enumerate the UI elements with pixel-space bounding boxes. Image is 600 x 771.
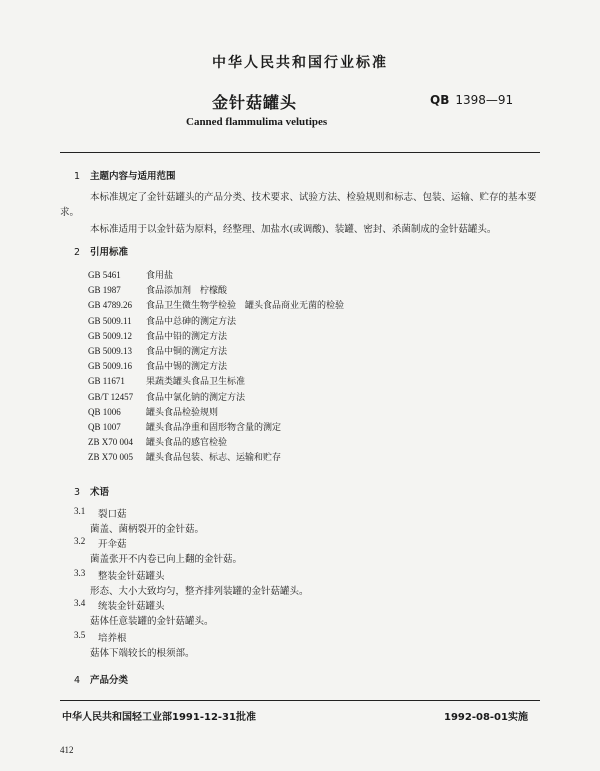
term-name: 裂口菇 (98, 509, 127, 520)
reference-item (88, 298, 528, 313)
footer-divider (60, 700, 540, 701)
reference-item (88, 329, 528, 344)
term-name: 整装金针菇罐头 (98, 571, 165, 582)
section-4-heading (74, 672, 128, 686)
reference-list (88, 268, 528, 465)
reference-item (88, 314, 528, 329)
reference-item (88, 450, 528, 465)
section-1-paragraph-1: 本标准规定了金针菇罐头的产品分类、技术要求、试验方法、检验规则和标志、包装、运输、贮存的基本要求。 (60, 192, 537, 218)
reference-code: QB 1007 (88, 421, 121, 432)
reference-code: GB 5009.16 (88, 361, 133, 372)
section-3-heading (74, 484, 109, 498)
term-number: 3.5 (74, 630, 86, 640)
standard-code (430, 93, 513, 107)
english-title: Canned flammulima velutipes (186, 116, 328, 128)
term-definition: 菇体任意装罐的金针菇罐头。 (90, 616, 214, 627)
reference-item (88, 390, 528, 405)
section-4-title: 产品分类 (90, 675, 129, 686)
reference-code: GB 5009.11 (88, 315, 132, 326)
reference-item (88, 283, 528, 298)
reference-code: GB 4789.26 (88, 300, 133, 311)
reference-name: 罐头食品包装、标志、运输和贮存 (146, 453, 282, 464)
standard-prefix: QB (430, 93, 450, 107)
reference-item (88, 359, 528, 374)
reference-item (88, 344, 528, 359)
term-name: 统装金针菇罐头 (98, 601, 165, 612)
reference-name: 食品中锡的测定方法 (146, 362, 228, 373)
section-1-title: 主题内容与适用范围 (90, 171, 176, 182)
standard-number: 1398—91 (455, 93, 514, 107)
section-3-number: 3 (74, 487, 81, 498)
reference-code: GB 5009.12 (88, 330, 133, 341)
section-2-heading (74, 244, 128, 258)
term-definition: 菌盖张开不内卷已向上翻的金针菇。 (90, 554, 243, 565)
reference-item (88, 268, 528, 283)
reference-code: GB 11671 (88, 376, 125, 387)
term-name: 开伞菇 (98, 539, 127, 550)
reference-name: 罐头食品检验规则 (146, 407, 219, 418)
reference-item (88, 405, 528, 420)
reference-name: 食品添加剂 柠檬酸 (146, 286, 228, 297)
reference-item (88, 420, 528, 435)
section-3-title: 术语 (90, 487, 110, 498)
term-number: 3.1 (74, 506, 86, 516)
section-1-paragraph-2: 本标准适用于以金针菇为原料，经整理、加盐水(或调酸)、装罐、密封、杀菌制成的金针菇罐头。 (90, 224, 497, 235)
reference-item (88, 435, 528, 450)
reference-code: GB/T 12457 (88, 391, 134, 402)
reference-name: 食用盐 (146, 271, 174, 281)
term-definition: 菌盖、菌柄裂开的金针菇。 (90, 524, 205, 535)
reference-name: 果蔬类罐头食品卫生标准 (146, 377, 246, 388)
section-2-title: 引用标准 (90, 247, 129, 258)
page-number: 412 (60, 745, 74, 755)
standard-category-title: 中华人民共和国行业标准 (212, 55, 388, 71)
reference-name: 食品中铅的测定方法 (146, 331, 228, 342)
reference-code: GB 5009.13 (88, 345, 133, 356)
reference-code: QB 1006 (88, 406, 121, 417)
implementation-date: 1992-08-01实施 (444, 712, 528, 723)
section-1-heading (74, 168, 176, 182)
reference-name: 食品卫生微生物学检验 罐头食品商业无菌的检验 (146, 301, 345, 312)
term-name: 培养根 (98, 633, 127, 644)
reference-name: 食品中铜的测定方法 (146, 346, 228, 357)
reference-code: ZB X70 004 (88, 437, 133, 448)
term-number: 3.3 (74, 568, 86, 578)
section-2-number: 2 (74, 247, 81, 258)
document-title: 金针菇罐头 (212, 93, 298, 112)
reference-item (88, 374, 528, 389)
term-number: 3.2 (74, 536, 86, 546)
reference-code: ZB X70 005 (88, 452, 133, 463)
header-divider (60, 152, 540, 153)
reference-name: 食品中总砷的测定方法 (146, 316, 237, 327)
section-1-number: 1 (74, 171, 81, 182)
section-4-number: 4 (74, 675, 81, 686)
term-number: 3.4 (74, 598, 86, 608)
reference-name: 食品中氯化钠的测定方法 (146, 392, 246, 403)
reference-code: GB 5461 (88, 270, 121, 280)
reference-name: 罐头食品的感官检验 (146, 438, 228, 449)
approval-statement: 中华人民共和国轻工业部1991-12-31批准 (62, 712, 256, 723)
reference-name: 罐头食品净重和固形物含量的测定 (146, 422, 282, 433)
reference-code: GB 1987 (88, 285, 121, 296)
term-definition: 形态、大小大致均匀，整齐排列装罐的金针菇罐头。 (90, 586, 309, 597)
term-definition: 菇体下端较长的根须部。 (90, 648, 195, 659)
